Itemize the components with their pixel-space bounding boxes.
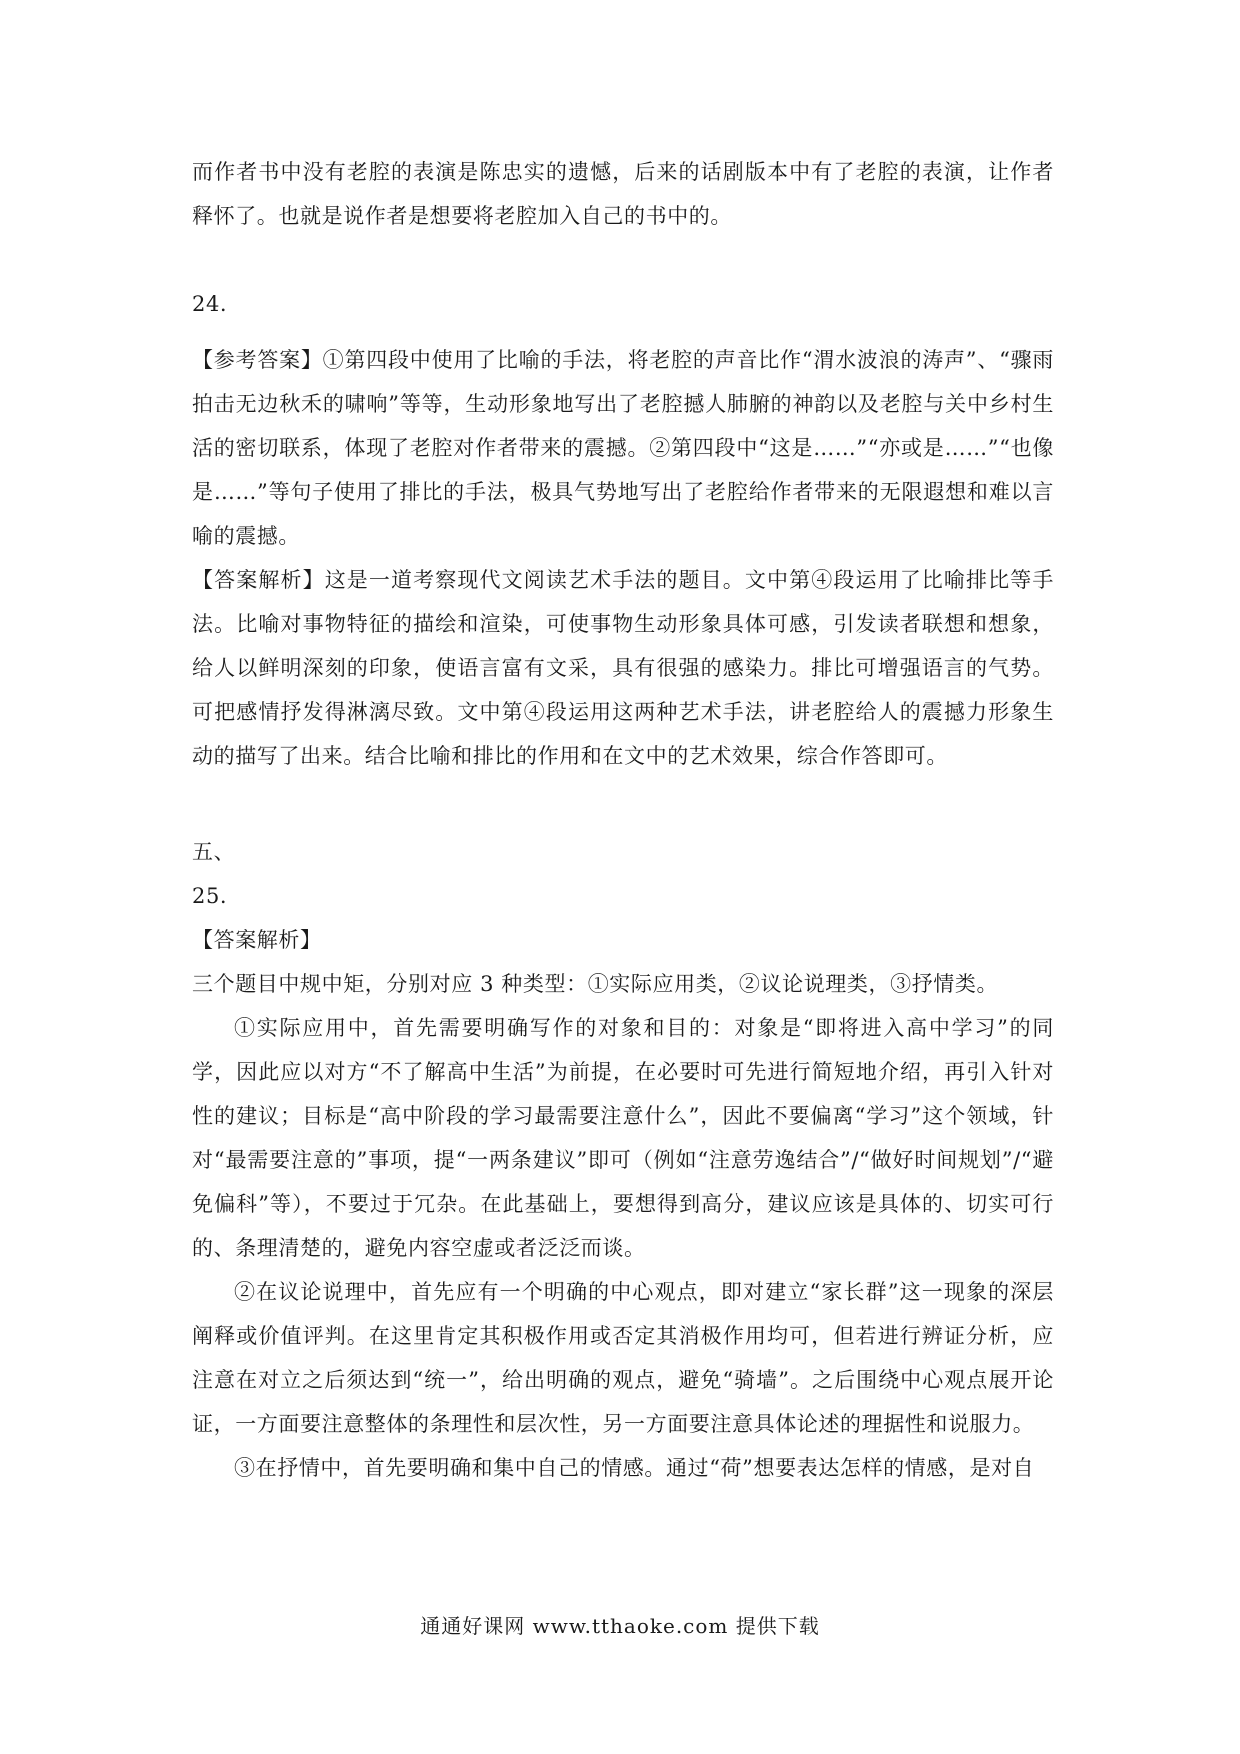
question-25-intro: 三个题目中规中矩，分别对应 3 种类型：①实际应用类，②议论说理类，③抒情类。 [192, 972, 999, 996]
page-footer: 通通好课网 www.tthaoke.com 提供下载 [420, 1614, 820, 1638]
question-25-number: 25. [192, 884, 228, 908]
document-body [192, 150, 1054, 1490]
question-25-paragraph-1: ①实际应用中，首先需要明确写作的对象和目的：对象是“即将进入高中学习”的同学，因此应以对方“不了解高中生活”为前提，在必要时可先进行简短地介绍，再引入针对性的建议；目标是“高中阶段的学习最需要注意什么”，因此不要偏离“学习”这个领域，针对“最需要注意的”事项，提“一两条建议”即可（例如“注意劳逸结合”/“做好时间规划”/“避免偏科”等），不要过于冗杂。在此基础上，要想得到高分，建议应该是具体的、切实可行的、条理清楚的，避免内容空虚或者泛泛而谈。 [192, 1016, 1054, 1260]
question-25-paragraph-2: ②在议论说理中，首先应有一个明确的中心观点，即对建立“家长群”这一现象的深层阐释或价值评判。在这里肯定其积极作用或否定其消极作用均可，但若进行辨证分析，应注意在对立之后须达到“统一”，给出明确的观点，避免“骑墙”。之后围绕中心观点展开论证，一方面要注意整体的条理性和层次性，另一方面要注意具体论述的理据性和说服力。 [192, 1280, 1054, 1436]
section-5-heading: 五、 [192, 840, 236, 864]
question-24-analysis: 【答案解析】这是一道考察现代文阅读艺术手法的题目。文中第④段运用了比喻排比等手法。比喻对事物特征的描绘和渲染，可使事物生动形象具体可感，引发读者联想和想象，给人以鲜明深刻的印象，使语言富有文采，具有很强的感染力。排比可增强语言的气势。可把感情抒发得淋漓尽致。文中第④段运用这两种艺术手法，讲老腔给人的震撼力形象生动的描写了出来。结合比喻和排比的作用和在文中的艺术效果，综合作答即可。 [192, 568, 1054, 768]
question-25-label: 【答案解析】 [192, 928, 322, 952]
question-24-number: 24. [192, 292, 228, 316]
continuation-paragraph: 而作者书中没有老腔的表演是陈忠实的遗憾，后来的话剧版本中有了老腔的表演，让作者释怀了。也就是说作者是想要将老腔加入自己的书中的。 [192, 160, 1054, 228]
question-24-answer: 【参考答案】①第四段中使用了比喻的手法，将老腔的声音比作“渭水波浪的涛声”、“骤雨拍击无边秋禾的啸响”等等，生动形象地写出了老腔撼人肺腑的神韵以及老腔与关中乡村生活的密切联系，体现了老腔对作者带来的震撼。②第四段中“这是……”“亦或是……”“也像是……”等句子使用了排比的手法，极具气势地写出了老腔给作者带来的无限遐想和难以言喻的震撼。 [192, 348, 1054, 548]
question-25-paragraph-3: ③在抒情中，首先要明确和集中自己的情感。通过“荷”想要表达怎样的情感，是对自 [234, 1456, 1035, 1480]
